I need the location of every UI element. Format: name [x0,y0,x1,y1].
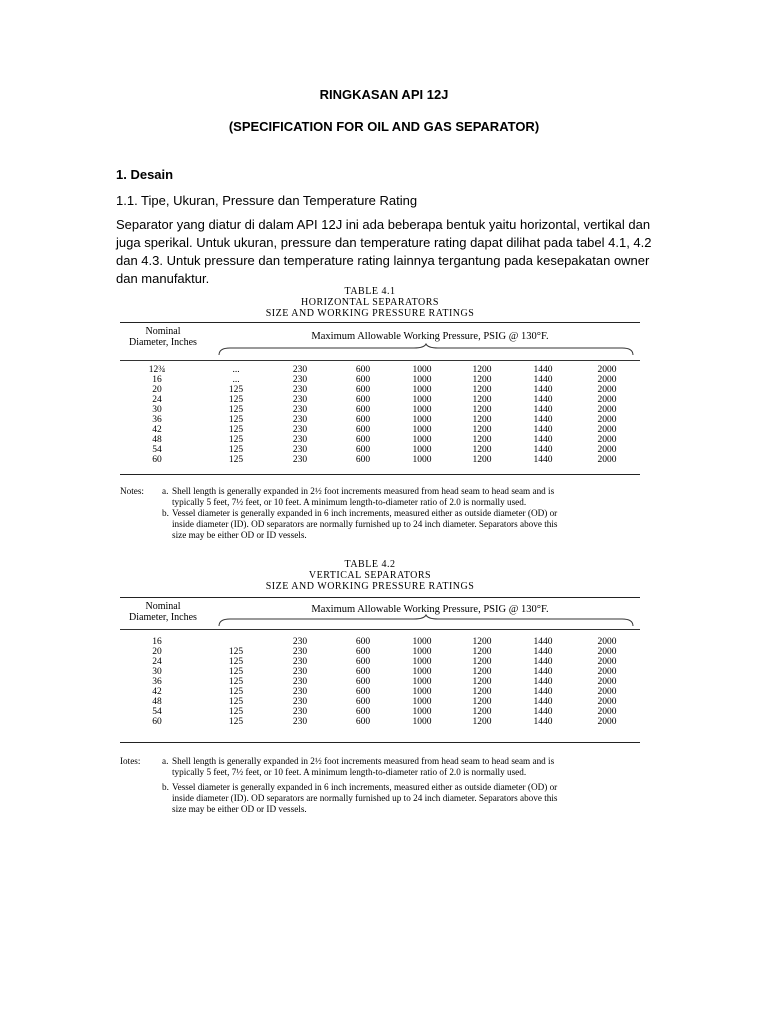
table-cell-pressure: 600 [355,405,371,415]
table2-note-b-line3: size may be either OD or ID vessels. [172,804,307,814]
table2-header-pressure: Maximum Allowable Working Pressure, PSIG @ 130°F. [311,604,549,615]
table-cell-pressure: 125 [228,455,244,465]
table-cell-pressure: 1000 [412,657,432,667]
table-cell-pressure: 1440 [533,365,553,375]
table-cell-diameter: 60 [152,717,162,727]
table-cell-pressure: 230 [292,395,308,405]
table-cell-pressure: 1200 [472,415,492,425]
table-cell-pressure: 1000 [412,677,432,687]
table-cell-pressure: 600 [355,697,371,707]
table1-label: TABLE 4.1 [344,286,396,297]
table-cell-pressure: 1440 [533,667,553,677]
table-cell-pressure: 1440 [533,677,553,687]
table-row [120,365,640,375]
table-cell-diameter: 54 [152,445,162,455]
table-cell-pressure: 2000 [597,707,617,717]
table1-notes-word: Notes: [120,486,144,496]
table-cell-pressure: 1000 [412,717,432,727]
table-cell-pressure: 1000 [412,375,432,385]
table-cell-pressure: 1440 [533,455,553,465]
table-cell-pressure: 1440 [533,697,553,707]
table1-header-nominal-diameter: Nominal Diameter, Inches [129,326,197,348]
table-cell-diameter: 30 [152,667,162,677]
table-cell-pressure: 230 [292,425,308,435]
table-cell-pressure: 2000 [597,717,617,727]
table-cell-pressure: 1200 [472,425,492,435]
table-cell-pressure: 2000 [597,637,617,647]
table-cell-pressure: 230 [292,405,308,415]
table-cell-diameter: 30 [152,405,162,415]
table-cell-pressure: 1200 [472,395,492,405]
table-cell-pressure: 230 [292,365,308,375]
table-cell-pressure: 600 [355,717,371,727]
table-cell-pressure: 125 [228,687,244,697]
table-cell-pressure: 1200 [472,375,492,385]
table-cell-pressure: 125 [228,707,244,717]
table-cell-pressure: 1000 [412,647,432,657]
table-cell-pressure: 125 [228,717,244,727]
table2-note-a-line1: Shell length is generally expanded in 2½ foot increments measured from head seam to head seam and is [172,756,555,766]
table-row [120,647,640,657]
table-cell-pressure: 1440 [533,425,553,435]
table-row [120,405,640,415]
table-cell-pressure: 1000 [412,667,432,677]
table2-body [120,637,640,727]
table-cell-pressure: 125 [228,677,244,687]
table-cell-pressure: 1440 [533,375,553,385]
table2-note-a-line2: typically 5 feet, 7½ feet, or 10 feet. A minimum length-to-diameter ratio of 2.0 is normally used. [172,767,527,777]
table-cell-pressure: 600 [355,445,371,455]
table-cell-pressure: 1440 [533,717,553,727]
table-cell-pressure: 1000 [412,637,432,647]
table-cell-pressure: 1000 [412,405,432,415]
table-cell-pressure: 2000 [597,425,617,435]
table-cell-pressure: 1440 [533,435,553,445]
table-cell-pressure: 1200 [472,405,492,415]
table-cell-pressure: 1000 [412,395,432,405]
table-cell-pressure: 230 [292,667,308,677]
table-cell-pressure: 600 [355,435,371,445]
table-cell-pressure: 1000 [412,707,432,717]
table-row [120,435,640,445]
table-cell-pressure: 600 [355,687,371,697]
table1-bottom-rule [120,474,640,475]
table-cell-pressure: 1000 [412,385,432,395]
table-row [120,697,640,707]
table-cell-pressure: 1000 [412,425,432,435]
table1-header-brace [218,343,634,357]
table1-header-pressure: Maximum Allowable Working Pressure, PSIG @ 130°F. [311,331,549,342]
table-cell-pressure: 2000 [597,365,617,375]
section-heading: 1. Desain [116,167,174,182]
table-cell-pressure: 600 [355,455,371,465]
table-cell-pressure: 230 [292,455,308,465]
table1-note-b-line3: size may be either OD or ID vessels. [172,530,307,540]
table-cell-pressure: 600 [355,647,371,657]
table-cell-pressure: 1000 [412,697,432,707]
table1-note-b-line1: Vessel diameter is generally expanded in 6 inch increments, measured either as outside diameter (OD) or [172,508,558,518]
table-cell-pressure: 230 [292,677,308,687]
table-cell-pressure: 2000 [597,687,617,697]
table-row [120,425,640,435]
table-cell-pressure: 2000 [597,657,617,667]
table-cell-pressure: 1440 [533,657,553,667]
table-row [120,415,640,425]
table-cell-pressure: 1000 [412,415,432,425]
table-row [120,717,640,727]
table-cell-pressure: 1440 [533,707,553,717]
table-cell-pressure: 600 [355,385,371,395]
table-cell-pressure: 1200 [472,435,492,445]
table-cell-diameter: 24 [152,657,162,667]
table-cell-pressure: 1440 [533,395,553,405]
table-cell-pressure: 2000 [597,667,617,677]
table-cell-pressure: 1200 [472,385,492,395]
table-cell-diameter: 42 [152,425,162,435]
table-cell-pressure: 600 [355,657,371,667]
table-cell-pressure: 230 [292,717,308,727]
table-row [120,455,640,465]
table-cell-pressure: 230 [292,657,308,667]
table1-notes: Notes: a. Shell length is generally expanded in 2½ foot increments measured from head seam to head seam and is typically 5 feet, 7½ feet, or 10 feet. A minimum length-to-diameter ratio of 2.0 is normally used. b. Vessel diameter is generally expanded in 6 inch increments, measured either as outside diameter (OD) or inside diameter (ID). OD separators are normally furnished up to 24 inch diameter. Separators above this size may be either OD or ID vessels. [120,486,558,540]
table-cell-pressure: 125 [228,425,244,435]
table-cell-diameter: 16 [152,637,162,647]
table-cell-pressure: 125 [228,415,244,425]
table-cell-pressure: 2000 [597,697,617,707]
table2-subtitle: SIZE AND WORKING PRESSURE RATINGS [265,581,475,592]
table-cell-pressure: 1000 [412,365,432,375]
table-row [120,395,640,405]
table-cell-pressure: 600 [355,667,371,677]
table1-subtitle: SIZE AND WORKING PRESSURE RATINGS [265,308,475,319]
table-cell-pressure: 230 [292,647,308,657]
table-row [120,385,640,395]
table-cell-diameter: 36 [152,677,162,687]
table-cell-pressure: 2000 [597,405,617,415]
table-cell-pressure: 230 [292,637,308,647]
table-cell-diameter: 36 [152,415,162,425]
table-cell-pressure: 1200 [472,677,492,687]
table-cell-pressure: 1200 [472,637,492,647]
table-cell-pressure: 125 [228,697,244,707]
table-cell-pressure: 600 [355,637,371,647]
table-row [120,637,640,647]
table-cell-diameter: 54 [152,707,162,717]
table2-notes-word: Iotes: [120,756,141,766]
table-cell-pressure: ... [232,375,240,385]
table-cell-pressure: 125 [228,667,244,677]
subsection-heading: 1.1. Tipe, Ukuran, Pressure dan Temperature Rating [116,193,418,208]
table-row [120,657,640,667]
table2-title: VERTICAL SEPARATORS [308,570,432,581]
table-cell-diameter: 60 [152,455,162,465]
table-cell-pressure: 2000 [597,395,617,405]
table1-note-a-line1: Shell length is generally expanded in 2½ foot increments measured from head seam to head seam and is [172,486,555,496]
table-row [120,667,640,677]
table-cell-pressure: 125 [228,435,244,445]
table-cell-pressure: 1440 [533,385,553,395]
table-cell-pressure: 125 [228,405,244,415]
table-cell-pressure: 230 [292,415,308,425]
table-cell-pressure: 1200 [472,455,492,465]
table-cell-pressure: 230 [292,445,308,455]
table-cell-pressure: 230 [292,707,308,717]
table-cell-diameter: 42 [152,687,162,697]
table-cell-pressure: 2000 [597,385,617,395]
table-cell-pressure: 600 [355,375,371,385]
table2-notes: Iotes: a. Shell length is generally expanded in 2½ foot increments measured from head seam to head seam and is typically 5 feet, 7½ feet, or 10 feet. A minimum length-to-diameter ratio of 2.0 is normally used. b. Vessel diameter is generally expanded in 6 inch increments, measured either as outside diameter (OD) or inside diameter (ID). OD separators are normally furnished up to 24 inch diameter. Separators above this size may be either OD or ID vessels. [120,756,558,814]
table-cell-pressure: 1200 [472,657,492,667]
table2-caption [0,559,740,592]
table-cell-pressure: 230 [292,385,308,395]
table-cell-diameter: 20 [152,385,162,395]
intro-paragraph: Separator yang diatur di dalam API 12J ini ada beberapa bentuk yaitu horizontal, vertikal dan juga sperikal. Untuk ukuran, pressure dan temperature rating dapat dilihat pada tabel 4.1, 4.2 dan 4.3. Untuk pressure dan temperature rating lainnya tergantung pada kesepakatan owner dan manufaktur. [116,217,652,286]
table-cell-pressure: 1440 [533,647,553,657]
table2-bottom-rule [120,742,640,743]
table-cell-diameter: 48 [152,697,162,707]
table2-top-rule [120,597,640,598]
table2-header-rule [120,629,640,630]
table-cell-pressure: 1440 [533,687,553,697]
table-cell-pressure: 1200 [472,717,492,727]
table-cell-pressure: 1440 [533,445,553,455]
table-cell-pressure: 2000 [597,455,617,465]
table-cell-pressure: 1200 [472,647,492,657]
table-cell-pressure: 600 [355,677,371,687]
table-cell-pressure: 230 [292,687,308,697]
table-cell-pressure: 2000 [597,435,617,445]
table-cell-diameter: 24 [152,395,162,405]
table-cell-pressure: 125 [228,395,244,405]
table1-note-a-line2: typically 5 feet, 7½ feet, or 10 feet. A minimum length-to-diameter ratio of 2.0 is normally used. [172,497,527,507]
table-cell-pressure: 1000 [412,687,432,697]
table-cell-pressure: 125 [228,657,244,667]
table-cell-pressure: 2000 [597,375,617,385]
table-cell-pressure: 1000 [412,455,432,465]
table-cell-diameter: 16 [152,375,162,385]
table-cell-pressure: 125 [228,647,244,657]
table-cell-pressure: 230 [292,375,308,385]
table-cell-pressure: 125 [228,385,244,395]
table-cell-pressure: 600 [355,415,371,425]
table-cell-diameter: 20 [152,647,162,657]
table-cell-pressure: 2000 [597,415,617,425]
table2-header-nominal-diameter: Nominal Diameter, Inches [129,601,197,623]
table-row [120,445,640,455]
table-cell-pressure: 600 [355,707,371,717]
table1-top-rule [120,322,640,323]
table1-title: HORIZONTAL SEPARATORS [301,297,439,308]
table1-note-b-line2: inside diameter (ID). OD separators are normally furnished up to 24 inch diameter. Separators above this [172,519,558,529]
table-cell-diameter: 48 [152,435,162,445]
table-cell-pressure: 1440 [533,637,553,647]
table-cell-pressure: 1440 [533,405,553,415]
document-title: RINGKASAN API 12J [319,87,449,102]
table-cell-pressure: 1200 [472,365,492,375]
table-cell-pressure: 230 [292,435,308,445]
table1-body [120,365,640,465]
table-cell-pressure: 1000 [412,435,432,445]
document-subtitle: (SPECIFICATION FOR OIL AND GAS SEPARATOR) [228,119,540,134]
table2-note-b-line2: inside diameter (ID). OD separators are normally furnished up to 24 inch diameter. Separators above this [172,793,558,803]
table-row [120,707,640,717]
table-cell-pressure: 1200 [472,707,492,717]
table-cell-pressure: 600 [355,365,371,375]
table-row [120,375,640,385]
table-cell-pressure: 600 [355,425,371,435]
table-cell-pressure: 2000 [597,677,617,687]
table-cell-pressure: 2000 [597,445,617,455]
table-row [120,687,640,697]
table-cell-pressure: 2000 [597,647,617,657]
table-cell-pressure: 1440 [533,415,553,425]
table-cell-pressure: 125 [228,445,244,455]
table2-header-brace [218,614,634,628]
table1-header-rule [120,360,640,361]
table-cell-diameter: 12¾ [148,365,166,375]
table-cell-pressure: 1200 [472,445,492,455]
table-cell-pressure: 1000 [412,445,432,455]
table-cell-pressure: 1200 [472,687,492,697]
table-cell-pressure: 1200 [472,667,492,677]
table2-label: TABLE 4.2 [344,559,396,570]
table-row [120,677,640,687]
table-cell-pressure: 1200 [472,697,492,707]
table-cell-pressure: 600 [355,395,371,405]
table1-caption [0,286,740,319]
table-cell-pressure: ... [232,365,240,375]
table2-note-b-line1: Vessel diameter is generally expanded in 6 inch increments, measured either as outside diameter (OD) or [172,782,558,792]
table-cell-pressure: 230 [292,697,308,707]
